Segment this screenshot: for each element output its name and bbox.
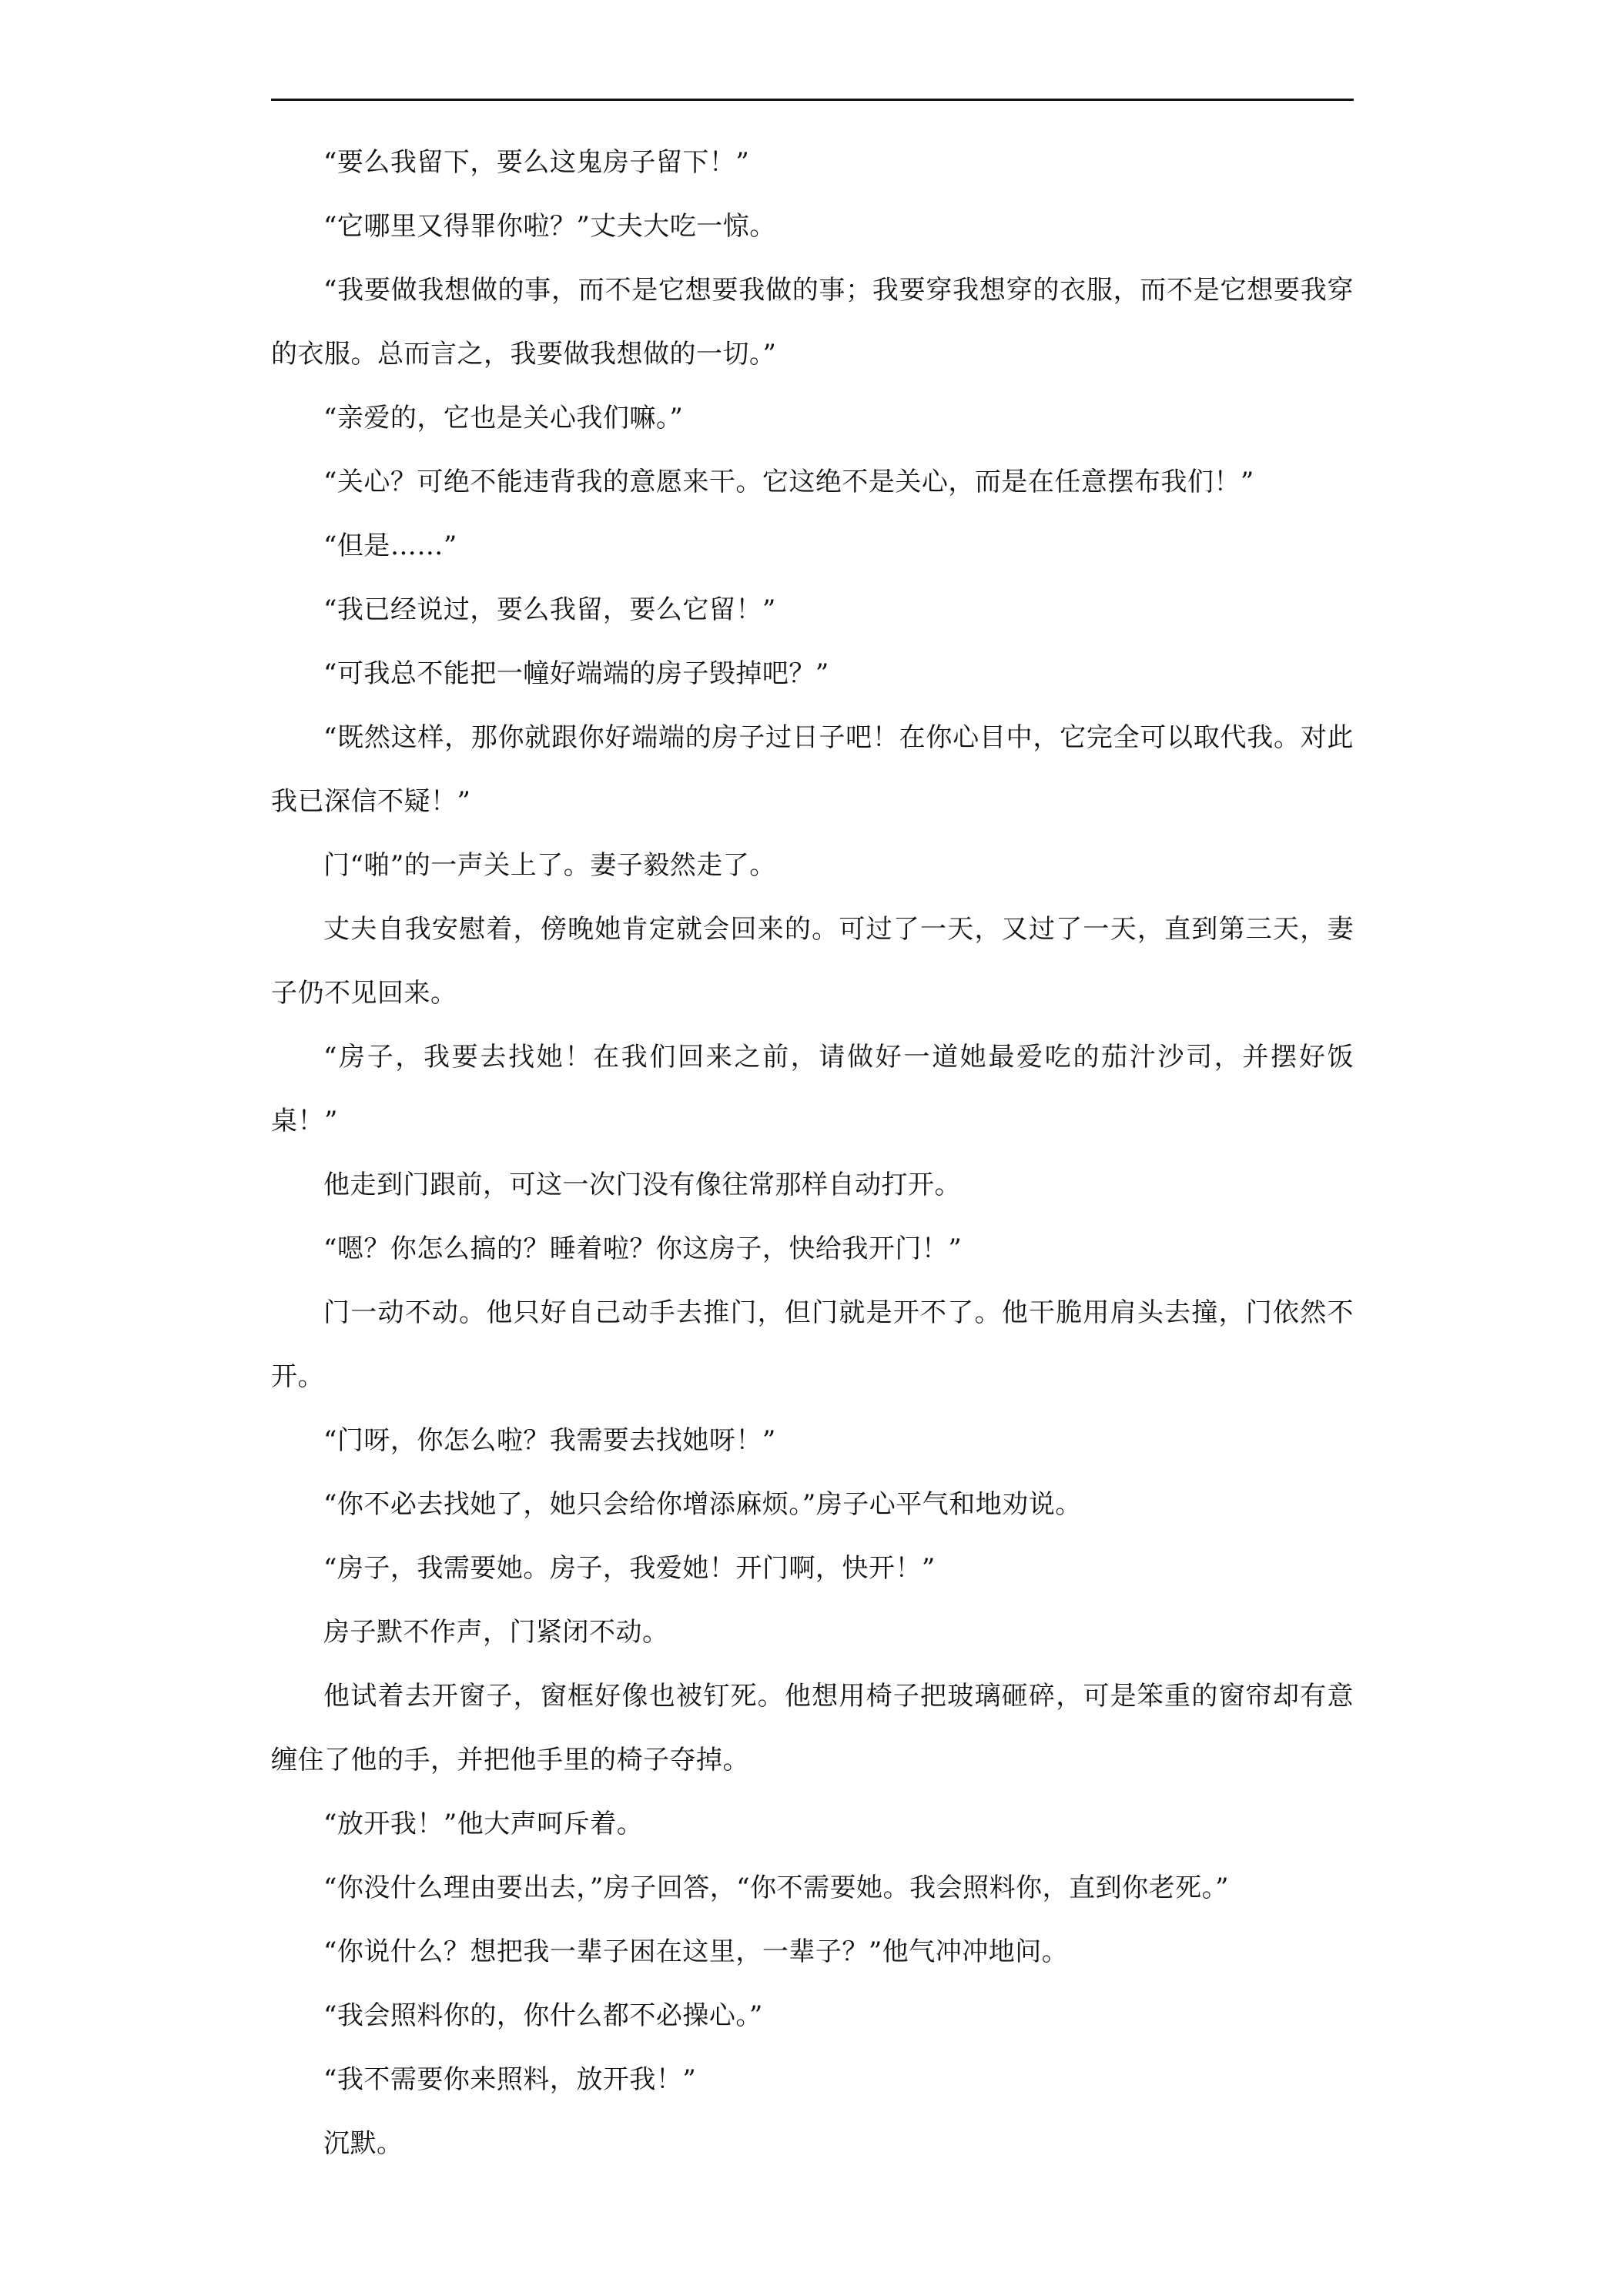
paragraph: “门呀，你怎么啦？我需要去找她呀！” bbox=[323, 1425, 776, 1456]
story-text bbox=[271, 131, 1354, 2176]
paragraph: “但是……” bbox=[323, 530, 457, 561]
paragraph: “关心？可绝不能违背我的意愿来干。它这绝不是关心，而是在任意摆布我们！” bbox=[323, 467, 1254, 497]
paragraph: “我要做我想做的事，而不是它想要我做的事；我要穿我想穿的衣服，而不是它想要我穿的衣服。总而言之，我要做我想做的一切。” bbox=[271, 275, 1354, 370]
paragraph: “我已经说过，要么我留，要么它留！” bbox=[323, 594, 776, 625]
paragraph: 房子默不作声，门紧闭不动。 bbox=[323, 1617, 669, 1648]
paragraph: “可我总不能把一幢好端端的房子毁掉吧？” bbox=[323, 658, 829, 689]
paragraph: “我会照料你的，你什么都不必操心。” bbox=[323, 2000, 763, 2031]
paragraph: “房子，我需要她。房子，我爱她！开门啊，快开！” bbox=[323, 1553, 936, 1584]
paragraph: “亲爱的，它也是关心我们嘛。” bbox=[323, 403, 684, 433]
paragraph: “它哪里又得罪你啦？”丈夫大吃一惊。 bbox=[323, 211, 776, 242]
paragraph: “放开我！”他大声呵斥着。 bbox=[323, 1809, 644, 1839]
header-rule bbox=[271, 99, 1354, 101]
paragraph: 他走到门跟前，可这一次门没有像往常那样自动打开。 bbox=[323, 1170, 961, 1200]
paragraph: 他试着去开窗子，窗框好像也被钉死。他想用椅子把玻璃砸碎，可是笨重的窗帘却有意缠住了他的手，并把他手里的椅子夺掉。 bbox=[271, 1681, 1354, 1776]
paragraph: “既然这样，那你就跟你好端端的房子过日子吧！在你心目中，它完全可以取代我。对此我已深信不疑！” bbox=[271, 722, 1354, 817]
paragraph: “你没什么理由要出去，”房子回答，“你不需要她。我会照料你，直到你老死。” bbox=[323, 1873, 1230, 1903]
paragraph: “嗯？你怎么搞的？睡着啦？你这房子，快给我开门！” bbox=[323, 1233, 963, 1264]
paragraph: “你不必去找她了，她只会给你增添麻烦。”房子心平气和地劝说。 bbox=[323, 1489, 1082, 1520]
paragraph: 丈夫自我安慰着，傍晚她肯定就会回来的。可过了一天，又过了一天，直到第三天，妻子仍不见回来。 bbox=[271, 914, 1354, 1009]
paragraph: “我不需要你来照料，放开我！” bbox=[323, 2064, 697, 2095]
paragraph: “要么我留下，要么这鬼房子留下！” bbox=[323, 147, 750, 178]
paragraph: “房子，我要去找她！在我们回来之前，请做好一道她最爱吃的茄汁沙司，并摆好饭桌！” bbox=[271, 1042, 1354, 1136]
paragraph: 沉默。 bbox=[323, 2128, 403, 2159]
paragraph: “你说什么？想把我一辈子困在这里，一辈子？”他气冲冲地问。 bbox=[323, 1936, 1069, 1967]
paragraph: 门“啪”的一声关上了。妻子毅然走了。 bbox=[323, 850, 776, 881]
paragraph: 门一动不动。他只好自己动手去推门，但门就是开不了。他干脆用肩头去撞，门依然不开。 bbox=[271, 1297, 1354, 1392]
